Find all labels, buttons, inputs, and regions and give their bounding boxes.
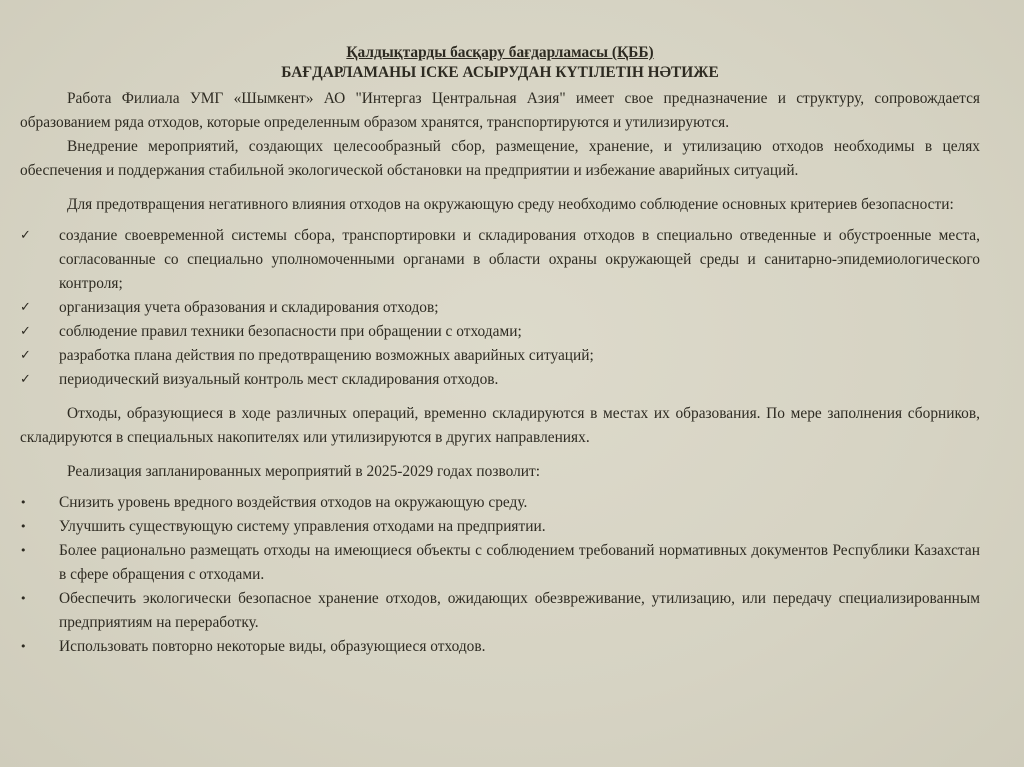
check-icon: ✓ bbox=[20, 324, 31, 339]
paragraph-storage: Отходы, образующиеся в ходе различных операций, временно складируются в местах их образования. По мере заполнения сборников, складируются в специальных накопителях или утилизируются в других направлениях. bbox=[20, 405, 980, 446]
list-item: ✓ периодический визуальный контроль мест складирования отходов. bbox=[20, 368, 980, 392]
list-item: • Обеспечить экологически безопасное хранение отходов, ожидающих обезвреживание, утилизацию, или передачу специализированным предприятиям на переработку. bbox=[20, 587, 980, 635]
bullet-icon: • bbox=[20, 496, 27, 509]
check-icon: ✓ bbox=[20, 228, 31, 243]
list-item: • Снизить уровень вредного воздействия отходов на окружающую среду. bbox=[20, 491, 980, 515]
document-title: Қалдықтарды басқару бағдарламасы (ҚББ) bbox=[346, 44, 654, 61]
check-icon: ✓ bbox=[20, 300, 31, 315]
bullet-icon: • bbox=[20, 640, 27, 653]
document-subtitle: БАҒДАРЛАМАНЫ ІСКЕ АСЫРУДАН КҮТІЛЕТІН НӘТИЖЕ bbox=[281, 64, 719, 81]
paragraph-intro: Работа Филиала УМГ «Шымкент» АО "Интергаз Центральная Азия" имеет свое предназначение и структуру, сопровождается образованием ряда отходов, которые определенным образом хранятся, транспортируются и утилизируются. bbox=[20, 90, 980, 131]
list-item: • Улучшить существующую систему управления отходами на предприятии. bbox=[20, 515, 980, 539]
document-body bbox=[20, 43, 980, 659]
paragraph-measures: Внедрение мероприятий, создающих целесообразный сбор, размещение, хранение, и утилизацию отходов необходимы в целях обеспечения и поддержания стабильной экологической обстановки на предприятии и избежание аварийных ситуаций. bbox=[20, 138, 980, 179]
list-item: ✓ разработка плана действия по предотвращению возможных аварийных ситуаций; bbox=[20, 344, 980, 368]
bullet-icon: • bbox=[20, 544, 27, 557]
check-icon: ✓ bbox=[20, 372, 31, 387]
check-icon: ✓ bbox=[20, 348, 31, 363]
list-item: ✓ создание своевременной системы сбора, транспортировки и складирования отходов в специально отведенные и обустроенные места, согласованные со специально уполномоченными органами в области охраны окружающей среды и санитарно-эпидемиологического контроля; bbox=[20, 224, 980, 296]
list-item: • Более рационально размещать отходы на имеющиеся объекты с соблюдением требований нормативных документов Республики Казахстан в сфере обращения с отходами. bbox=[20, 539, 980, 587]
criteria-list bbox=[20, 224, 980, 392]
bullet-icon: • bbox=[20, 520, 27, 533]
paragraph-outcomes-intro: Реализация запланированных мероприятий в 2025-2029 годах позволит: bbox=[67, 463, 541, 480]
list-item: ✓ организация учета образования и складирования отходов; bbox=[20, 296, 980, 320]
list-item: • Использовать повторно некоторые виды, образующиеся отходов. bbox=[20, 635, 980, 659]
bullet-icon: • bbox=[20, 592, 27, 605]
list-item: ✓ соблюдение правил техники безопасности при обращении с отходами; bbox=[20, 320, 980, 344]
outcomes-list bbox=[20, 491, 980, 659]
paragraph-criteria-intro: Для предотвращения негативного влияния отходов на окружающую среду необходимо соблюдение основных критериев безопасности: bbox=[67, 196, 954, 213]
